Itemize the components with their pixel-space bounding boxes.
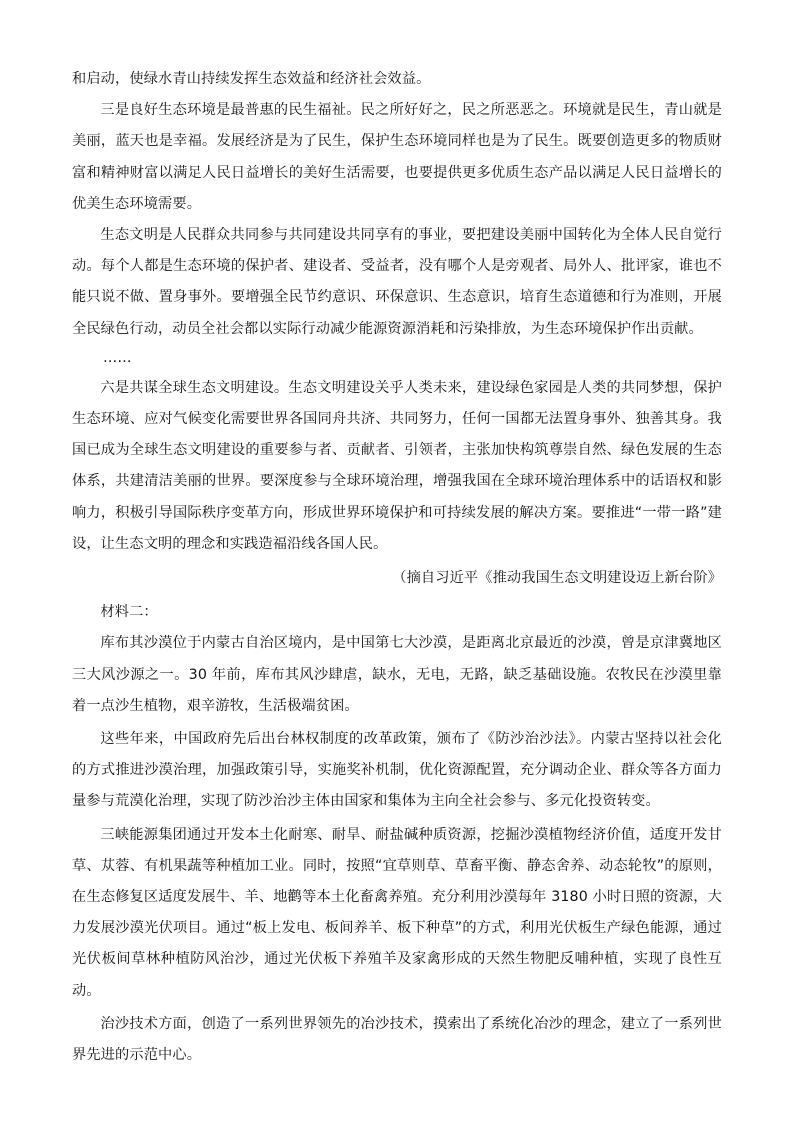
- paragraph-point-three: 三是良好生态环境是最普惠的民生福祉。民之所好好之，民之所恶恶之。环境就是民生，青山就是美丽，蓝天也是幸福。发展经济是为了民生，保护生态环境同样也是为了民生。既要创造更多的物质财富和精神财富以满足人民日益增长的美好生活需要，也要提供更多优质生态产品以满足人民日益增长的优美生态环境需要。: [72, 102, 722, 212]
- document-page: [72, 64, 722, 1071]
- source-citation: （摘自习近平《推动我国生态文明建设迈上新台阶》: [392, 570, 722, 587]
- omission-ellipsis: ……: [103, 349, 132, 366]
- paragraph-three-gorges-energy: 三峡能源集团通过开发本土化耐寒、耐旱、耐盐碱种质资源，挖掘沙漠植物经济价值，适度开发甘草、苁蓉、有机果蔬等种植加工业。同时，按照“宜草则草、草畜平衡、静态舍养、动态轮牧”的原则，在生态修复区适度发展牛、羊、地鹳等本土化畜禽养殖。充分利用沙漠每年 3180 小时日照的资源，大力发展沙漠光伏项目。通过“板上发电、板间养羊、板下种草”的方式，利用光伏板生产绿色能源，通过光伏板间草林种植防风治沙，通过光伏板下养殖羊及家禽形成的天然生物肥反哺种植，实现了良性互动。: [72, 826, 722, 999]
- paragraph-continuation: 和启动，使绿水青山持续发挥生态效益和经济社会效益。: [72, 71, 431, 87]
- paragraph-policy-reform: 这些年来，中国政府先后出台林权制度的改革政策，颁布了《防沙治沙法》。内蒙古坚持以社会化的方式推进沙漠治理，加强政策引导，实施奖补机制，优化资源配置，充分调动企业、群众等各方面力量参与荒漠化治理，实现了防沙治沙主体由国家和集体为主向全社会参与、多元化投资转变。: [72, 731, 722, 810]
- paragraph-kubuqi-desert: 库布其沙漠位于内蒙古自治区境内，是中国第七大沙漠，是距离北京最近的沙漠，曾是京津冀地区三大风沙源之一。30 年前，库布其风沙肆虐，缺水，无电，无路，缺乏基础设施。农牧民在沙漠里靠着一点沙生植物，艰辛游牧，生活极端贫困。: [72, 635, 722, 714]
- paragraph-public-participation: 生态文明是人民群众共同参与共同建设共同享有的事业，要把建设美丽中国转化为全体人民自觉行动。每个人都是生态环境的保护者、建设者、受益者，没有哪个人是旁观者、局外人、批评家，谁也不能只说不做、置身事外。要增强全民节约意识、环保意识、生态意识，培育生态道德和行为准则，开展全民绿色行动，动员全社会都以实际行动减少能源资源消耗和污染排放，为生态环境保护作出贡献。: [72, 227, 722, 337]
- paragraph-desert-technology: 治沙技术方面，创造了一系列世界领先的冶沙技术，摸索出了系统化冶沙的理念，建立了一系列世界先进的示范中心。: [72, 1015, 722, 1064]
- material-two-label: 材料二：: [100, 604, 158, 621]
- paragraph-point-six: 六是共谋全球生态文明建设。生态文明建设关乎人类未来，建设绿色家园是人类的共同梦想，保护生态环境、应对气候变化需要世界各国同舟共济、共同努力，任何一国都无法置身事外、独善其身。我国已成为全球生态文明建设的重要参与者、贡献者、引领者，主张加快构筑尊崇自然、绿色发展的生态体系，共建清洁美丽的世界。要深度参与全球环境治理，增强我国在全球环境治理体系中的话语权和影响力，积极引导国际秩序变革方向，形成世界环境保护和可持续发展的解决方案。要推进“一带一路”建设，让生态文明的理念和实践造福沿线各国人民。: [72, 379, 722, 552]
